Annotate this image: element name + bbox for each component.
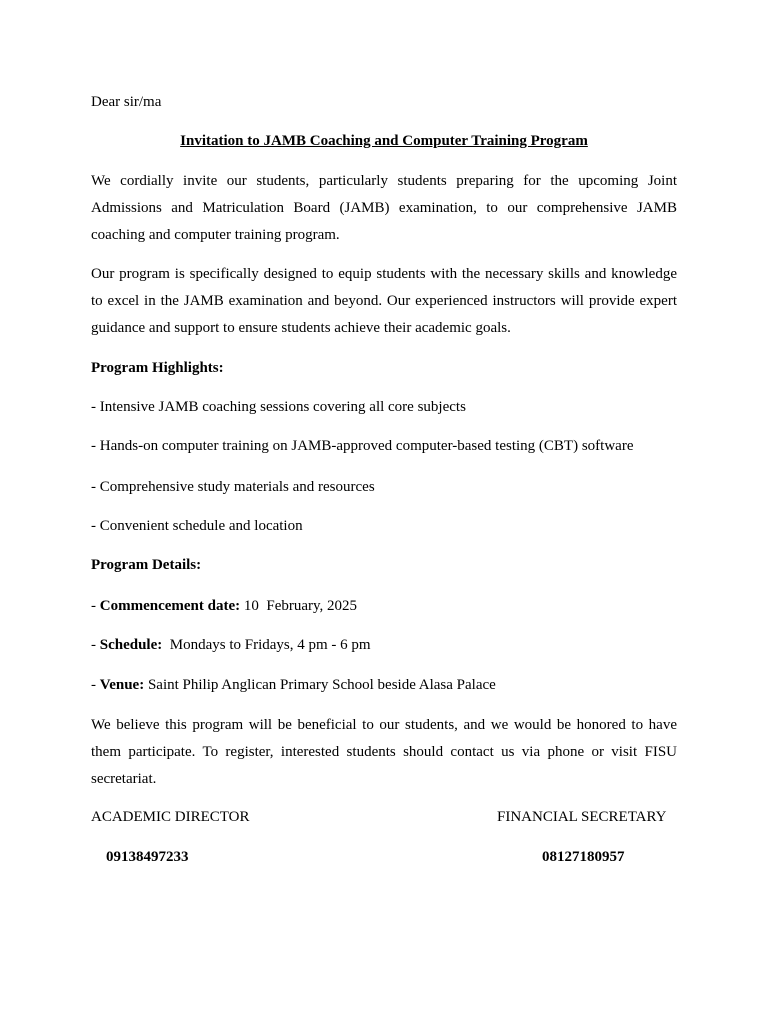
highlight-item: - Comprehensive study materials and resources	[91, 479, 375, 495]
letter-title: Invitation to JAMB Coaching and Computer Training Program	[180, 133, 588, 149]
details-heading: Program Details:	[91, 557, 202, 573]
intro-paragraph: We cordially invite our students, particularly students preparing for the upcoming Joint Admissions and Matriculation Board (JAMB) examination, to our comprehensive JAMB coaching and computer training program.	[91, 173, 677, 243]
financial-secretary-title: FINANCIAL SECRETARY	[497, 809, 667, 825]
detail-prefix: -	[91, 598, 100, 614]
detail-venue	[91, 676, 496, 694]
detail-prefix: -	[91, 677, 100, 693]
detail-label: Schedule:	[99, 637, 163, 653]
highlights-heading: Program Highlights:	[91, 360, 224, 376]
detail-value: Mondays to Fridays, 4 pm - 6 pm	[162, 637, 371, 653]
detail-label: Venue:	[99, 677, 145, 693]
highlight-item: - Convenient schedule and location	[91, 518, 303, 534]
highlight-item: - Hands-on computer training on JAMB-approved computer-based testing (CBT) software	[91, 438, 634, 454]
detail-commencement-date	[91, 597, 357, 615]
detail-prefix: -	[91, 637, 100, 653]
academic-director-title: ACADEMIC DIRECTOR	[91, 809, 250, 825]
detail-schedule	[91, 636, 371, 654]
salutation: Dear sir/ma	[91, 94, 162, 110]
highlight-item: - Intensive JAMB coaching sessions covering all core subjects	[91, 399, 466, 415]
detail-value: Saint Philip Anglican Primary School beside Alasa Palace	[144, 677, 496, 693]
academic-director-phone: 09138497233	[106, 849, 189, 865]
financial-secretary-phone: 08127180957	[542, 849, 625, 865]
detail-label: Commencement date:	[99, 598, 241, 614]
detail-value: 10 February, 2025	[240, 598, 358, 614]
program-description-paragraph: Our program is specifically designed to equip students with the necessary skills and knowledge to excel in the JAMB examination and beyond. Our experienced instructors will provide expert guidance and support to ensure students achieve their academic goals.	[91, 266, 677, 336]
closing-paragraph: We believe this program will be beneficial to our students, and we would be honored to have them participate. To register, interested students should contact us via phone or visit FISU secretariat.	[91, 717, 677, 787]
